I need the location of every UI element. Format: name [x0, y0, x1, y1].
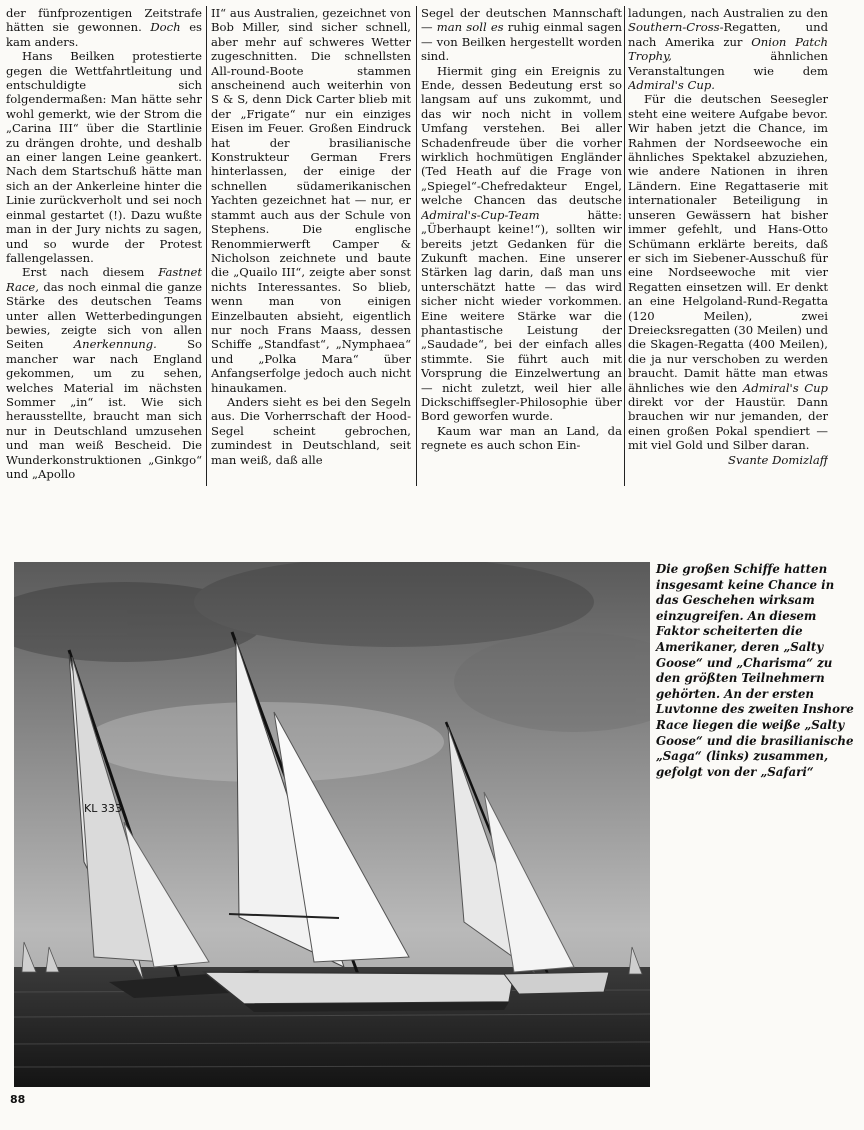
paragraph: Für die deutschen Seesegler steht eine weitere Aufgabe bevor. Wir haben jetzt die Chance, im Rahmen der Nordseewoche ein ähnliches Spektakel abzuziehen, wie andere Nationen in ihren Ländern. Eine Regattaserie mit internationaler Beteiligung in unseren Gewässern hat bisher immer gefehlt, und Hans-Otto Schümann erklärte bereits, daß er sich im Siebener-Ausschuß für eine Nordseewoche mit vier Regatten einsetzen will. Er denkt an eine Helgoland-Rund-Regatta (120 Meilen), zwei Dreiecksregatten (30 Meilen) und die Skagen-Regatta (400 Meilen), die ja nur verschoben zu werden braucht. Damit hätte man etwas ähnliches wie den Admiral's Cup direkt vor der Haustür. Dann brauchen wir nur jemanden, der einen großen Pokal spendiert — mit viel Gold und Silber daran.	[628, 92, 828, 453]
paragraph: Erst nach diesem Fastnet Race, das noch einmal die ganze Stärke des deutschen Teams unter allen Wetterbedingungen bewies, zeigte sich von allen Seiten Anerkennung. So mancher war nach England gekommen, um zu sehen, welches Material im nächsten Sommer „in“ ist. Wie sich herausstellte, braucht man sich nur in Deutschland umzusehen und man weiß Bescheid. Die Wunderkonstruktionen „Ginkgo“ und „Apollo	[6, 265, 202, 481]
article-column-4	[628, 6, 828, 484]
author-signature: Svante Domizlaff	[728, 452, 828, 467]
page-number: 88	[10, 1093, 26, 1106]
yachts-illustration	[14, 562, 650, 1087]
column-divider	[206, 6, 207, 486]
paragraph: Hiermit ging ein Ereignis zu Ende, dessen Bedeutung erst so langsam auf uns zukommt, und das wir noch nicht in vollem Umfang verstehen. Bei aller Schadenfreude über die vorher wirklich hochmütigen Engländer (Ted Heath auf die Frage von „Spiegel“-Chefredakteur Engel, welche Chancen das deutsche Admiral's-Cup-Team hätte: „Überhaupt keine!“), sollten wir bereits jetzt Gedanken für die Zukunft machen. Eine unserer Stärken lag darin, daß man uns unterschätzt hatte — das wird sicher nicht wieder vorkommen. Eine weitere Stärke war die phantastische Leistung der „Saudade“, bei der einfach alles stimmte. Sie führt auch mit Vorsprung die Einzelwertung an — nicht zuletzt, weil hier alle Dickschiffsegler-Philosophie über Bord geworfen wurde.	[421, 63, 622, 424]
photo-caption: Die großen Schiffe hatten insgesamt keine Chance in das Geschehen wirksam einzugreifen. An diesem Faktor scheiterten die Amerikaner, deren „Salty Goose“ und „Charisma“ zu den größten Teilnehmern gehörten. An der ersten Luvtonne des zweiten Inshore Race liegen die weiße „Salty Goose“ und die brasilianische „Saga“ (links) zusammen, gefolgt von der „Safari“	[656, 562, 854, 779]
column-divider	[624, 6, 625, 486]
sail-number: KL 333	[84, 802, 122, 815]
paragraph: Anders sieht es bei den Segeln aus. Die Vorherrschaft der Hood-Segel scheint gebrochen, zumindest in Deutschland, seit man weiß, daß alle	[211, 394, 411, 467]
article-column-1	[6, 6, 202, 484]
article-column-3	[421, 6, 622, 484]
paragraph: Segel der deutschen Mannschaft — man soll es ruhig einmal sagen — von Beilken hergestellt worden sind.	[421, 6, 622, 64]
sailing-yachts-photo	[14, 562, 650, 1087]
paragraph: ladungen, nach Australien zu den Southern-Cross-Regatten, und nach Amerika zur Onion Patch Trophy, ähnlichen Veranstaltungen wie dem Admiral's Cup.	[628, 6, 828, 93]
column-divider	[416, 6, 417, 486]
article-column-2	[211, 6, 411, 484]
paragraph: Kaum war man an Land, da regnete es auch schon Ein-	[421, 423, 622, 453]
paragraph: Hans Beilken protestierte gegen die Wettfahrtleitung und entschuldigte sich folgendermaßen: Man hätte sehr wohl gemerkt, wie der Strom die „Carina III“ über die Startlinie zu drängen drohte, und deshalb an einer langen Leine geankert. Nach dem Startschuß hätte man sich an der Ankerleine hinter die Linie zurückverholt und sei noch einmal gestartet (!). Dazu wußte man in der Jury nichts zu sagen, und so wurde der Protest fallengelassen.	[6, 49, 202, 265]
paragraph: der fünfprozentigen Zeitstrafe hätten sie gewonnen. Doch es kam anders.	[6, 6, 202, 49]
paragraph: II“ aus Australien, gezeichnet von Bob Miller, sind sicher schnell, aber mehr auf schweres Wetter zugeschnitten. Die schnellsten All-round-Boote stammen anscheinend auch weiterhin von S & S, denn Dick Carter blieb mit der „Frigate“ nur ein einziges Eisen im Feuer. Großen Eindruck hat der brasilianische Konstrukteur German Frers hinterlassen, der einige der schnellen südamerikanischen Yachten gezeichnet hat — nur, er stammt auch aus der Schule von Stephens. Die englische Renommierwerft Camper & Nicholson zeichnete und baute die „Quailo III“, zeigte aber sonst nichts Interessantes. So blieb, wenn man von einigen Einzelbauten absieht, eigentlich nur noch Frans Maass, dessen Schiffe „Standfast“, „Nymphaea“ und „Polka Mara“ über Anfangserfolge jedoch auch nicht hinaukamen.	[211, 6, 411, 395]
